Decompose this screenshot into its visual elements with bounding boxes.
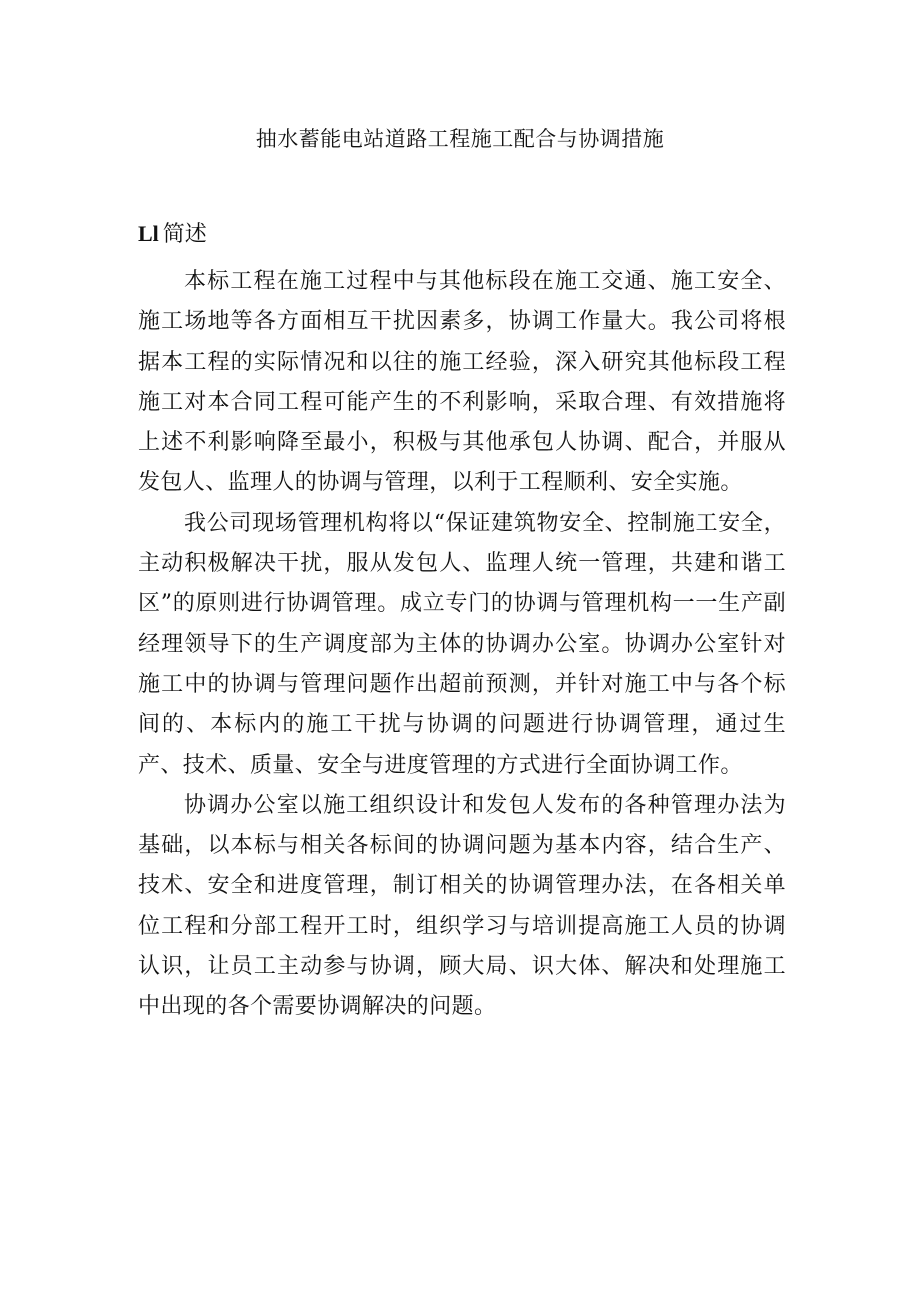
paragraph-2: 我公司现场管理机构将以“保证建筑物安全、控制施工安全，主动积极解决干扰，服从发包人、监理人统一管理，共建和谐工区”的原则进行协调管理。成立专门的协调与管理机构一一生产副经理领导下的生产调度部为主体的协调办公室。协调办公室针对施工中的协调与管理问题作出超前预测，并针对施工中与各个标间的、本标内的施工干扰与协调的问题进行协调管理，通过生产、技术、质量、安全与进度管理的方式进行全面协调工作。 — [138, 510, 786, 778]
section-heading — [138, 218, 207, 251]
document-body — [138, 262, 786, 1028]
document-title: 抽水蓄能电站道路工程施工配合与协调措施 — [255, 127, 665, 151]
paragraph-1: 本标工程在施工过程中与其他标段在施工交通、施工安全、施工场地等各方面相互干扰因素多，协调工作量大。我公司将根据本工程的实际情况和以往的施工经验，深入研究其他标段工程施工对本合同工程可能产生的不利影响，采取合理、有效措施将上述不利影响降至最小，积极与其他承包人协调、配合，并服从发包人、监理人的协调与管理，以利于工程顺利、安全实施。 — [138, 269, 786, 496]
section-number: Ll — [138, 221, 159, 246]
section-heading-text: 简述 — [162, 222, 207, 247]
paragraph-3: 协调办公室以施工组织设计和发包人发布的各种管理办法为基础，以本标与相关各标间的协调问题为基本内容，结合生产、技术、安全和进度管理，制订相关的协调管理办法，在各相关单位工程和分部工程开工时，组织学习与培训提高施工人员的协调认识，让员工主动参与协调，顾大局、识大体、解决和处理施工中出现的各个需要协调解决的问题。 — [138, 792, 786, 1020]
